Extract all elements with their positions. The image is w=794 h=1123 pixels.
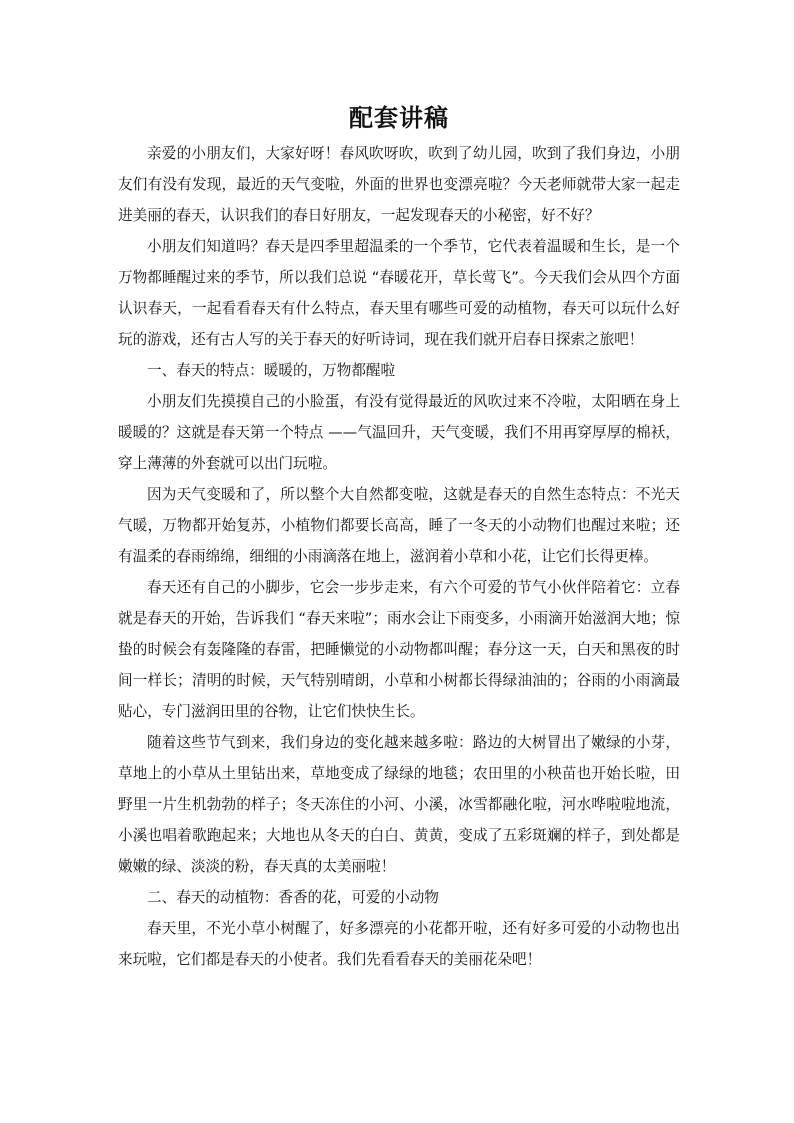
section-heading-1: 一、春天的特点：暖暖的，万物都醒啦 <box>147 362 396 379</box>
section-heading-2: 二、春天的动植物：香香的花，可爱的小动物 <box>147 889 439 906</box>
document-page <box>118 98 680 975</box>
paragraph-warm-weather: 小朋友们先摸摸自己的小脸蛋，有没有觉得最近的风吹过来不冷啦，太阳晒在身上暖暖的？这就是春天第一个特点 ——气温回升，天气变暖，我们不用再穿厚厚的棉袄，穿上薄薄的外套就可以出门玩啦。 <box>118 393 680 472</box>
paragraph-plants-animals: 春天里，不光小草小树醒了，好多漂亮的小花都开啦，还有好多可爱的小动物也出来玩啦，它们都是春天的小使者。我们先看看春天的美丽花朵吧！ <box>118 920 680 968</box>
paragraph-overview: 小朋友们知道吗？春天是四季里超温柔的一个季节，它代表着温暖和生长，是一个万物都睡醒过来的季节，所以我们总说 “春暖花开，草长莺飞”。今天我们会从四个方面认识春天，一起看看春天有什么特点，春天里有哪些可爱的动植物，春天可以玩什么好玩的游戏，还有古人写的关于春天的好听诗词，现在我们就开启春日探索之旅吧！ <box>118 238 680 348</box>
paragraph-changes: 随着这些节气到来，我们身边的变化越来越多啦：路边的大树冒出了嫩绿的小芽，草地上的小草从土里钻出来，草地变成了绿绿的地毯；农田里的小秧苗也开始长啦，田野里一片生机勃勃的样子；冬天冻住的小河、小溪，冰雪都融化啦，河水哗啦啦地流，小溪也唱着歌跑起来；大地也从冬天的白白、黄黄，变成了五彩斑斓的样子，到处都是嫩嫩的绿、淡淡的粉，春天真的太美丽啦！ <box>118 734 680 875</box>
paragraph-nature-ecology: 因为天气变暖和了，所以整个大自然都变啦，这就是春天的自然生态特点：不光天气暖，万物都开始复苏，小植物们都要长高高，睡了一冬天的小动物们也醒过来啦；还有温柔的春雨绵绵，细细的小雨滴落在地上，滋润着小草和小花，让它们长得更棒。 <box>118 486 680 565</box>
document-title: 配套讲稿 <box>349 104 449 132</box>
paragraph-solar-terms: 春天还有自己的小脚步，它会一步步走来，有六个可爱的节气小伙伴陪着它：立春就是春天的开始，告诉我们 “春天来啦”；雨水会让下雨变多，小雨滴开始滋润大地；惊蛰的时候会有轰隆隆的春雷，把睡懒觉的小动物都叫醒；春分这一天，白天和黑夜的时间一样长；清明的时候，天气特别晴朗，小草和小树都长得绿油油的；谷雨的小雨滴最贴心，专门滋润田里的谷物，让它们快快生长。 <box>118 579 680 720</box>
paragraph-intro: 亲爱的小朋友们，大家好呀！春风吹呀吹，吹到了幼儿园，吹到了我们身边，小朋友们有没有发现，最近的天气变啦，外面的世界也变漂亮啦？今天老师就带大家一起走进美丽的春天，认识我们的春日好朋友，一起发现春天的小秘密，好不好？ <box>118 145 680 224</box>
